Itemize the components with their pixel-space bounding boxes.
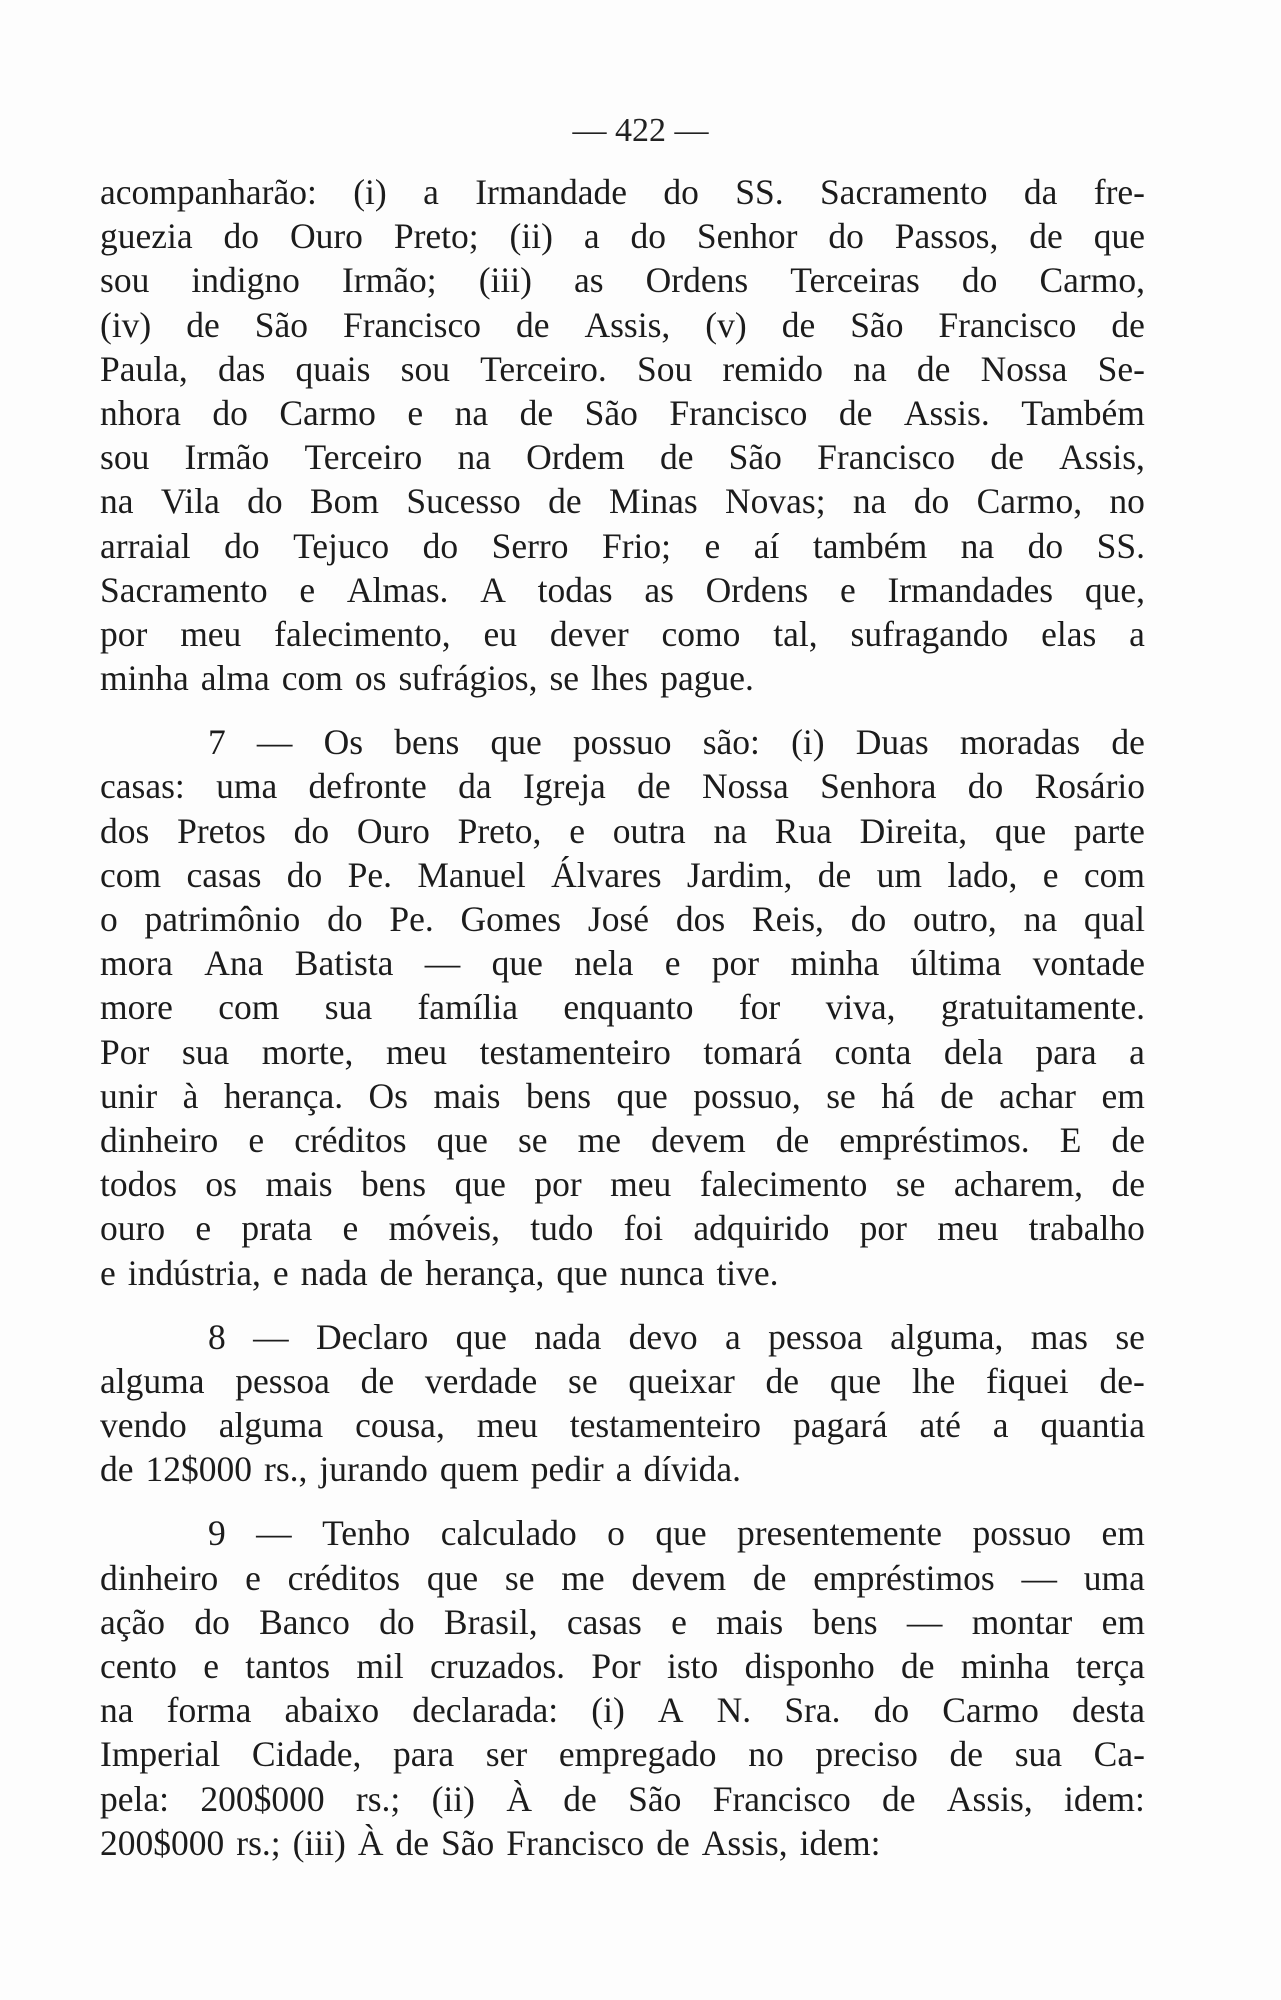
text-line: e indústria, e nada de herança, que nunca tive. <box>100 1252 779 1293</box>
body-text <box>100 170 1145 1865</box>
text-line: dinheiro e créditos que se me devem de empréstimos. E de <box>100 1119 1145 1160</box>
paragraph <box>100 170 1145 700</box>
text-line: Sacramento e Almas. A todas as Ordens e Irmandades que, <box>100 569 1145 610</box>
text-line: acompanharão: (i) a Irmandade do SS. Sacramento da fre- <box>100 172 1145 212</box>
text-line: mora Ana Batista — que nela e por minha última vontade <box>100 943 1145 984</box>
text-line: na Vila do Bom Sucesso de Minas Novas; na do Carmo, no <box>100 481 1145 522</box>
text-line: por meu falecimento, eu dever como tal, sufragando elas a <box>100 613 1145 654</box>
text-line: dinheiro e créditos que se me devem de empréstimos — uma <box>100 1557 1145 1598</box>
paragraph <box>100 720 1145 1294</box>
paragraph <box>100 1511 1145 1865</box>
text-line: pela: 200$000 rs.; (ii) À de São Francisco de Assis, idem: <box>100 1778 1145 1819</box>
text-line: sou indigno Irmão; (iii) as Ordens Terceiras do Carmo, <box>100 260 1145 301</box>
page-number: — 422 — <box>572 112 709 149</box>
text-line: ação do Banco do Brasil, casas e mais bens — montar em <box>100 1601 1145 1642</box>
text-line: Paula, das quais sou Terceiro. Sou remido na de Nossa Se- <box>100 348 1145 389</box>
text-line: o patrimônio do Pe. Gomes José dos Reis, do outro, na qual <box>100 899 1145 939</box>
text-line: 8 — Declaro que nada devo a pessoa alguma, mas se <box>208 1316 1145 1357</box>
text-line: minha alma com os sufrágios, se lhes pague. <box>100 658 754 699</box>
paragraph-gap <box>100 1295 1145 1315</box>
text-line: todos os mais bens que por meu falecimento se acharem, de <box>100 1164 1145 1205</box>
text-line: ouro e prata e móveis, tudo foi adquirido por meu trabalho <box>100 1208 1145 1249</box>
text-line: dos Pretos do Ouro Preto, e outra na Rua Direita, que parte <box>100 810 1145 851</box>
text-line: cento e tantos mil cruzados. Por isto disponho de minha terça <box>100 1646 1145 1686</box>
text-line: com casas do Pe. Manuel Álvares Jardim, de um lado, e com <box>100 854 1145 895</box>
text-line: 7 — Os bens que possuo são: (i) Duas moradas de <box>208 722 1145 763</box>
text-line: na forma abaixo declarada: (i) A N. Sra. do Carmo desta <box>100 1690 1145 1731</box>
text-line: alguma pessoa de verdade se queixar de que lhe fiquei de- <box>100 1360 1145 1401</box>
text-line: nhora do Carmo e na de São Francisco de Assis. Também <box>100 392 1145 433</box>
text-line: casas: uma defronte da Igreja de Nossa Senhora do Rosário <box>100 766 1145 807</box>
text-line: unir à herança. Os mais bens que possuo, se há de achar em <box>100 1075 1145 1116</box>
text-line: more com sua família enquanto for viva, gratuitamente. <box>100 987 1145 1028</box>
paragraph <box>100 1315 1145 1492</box>
paragraph-gap <box>100 1491 1145 1511</box>
text-line: Imperial Cidade, para ser empregado no preciso de sua Ca- <box>100 1734 1145 1775</box>
text-line: vendo alguma cousa, meu testamenteiro pagará até a quantia <box>100 1405 1145 1446</box>
paragraph-gap <box>100 700 1145 720</box>
text-line: 200$000 rs.; (iii) À de São Francisco de Assis, idem: <box>100 1822 881 1863</box>
text-line: 9 — Tenho calculado o que presentemente possuo em <box>208 1513 1145 1554</box>
text-line: (iv) de São Francisco de Assis, (v) de São Francisco de <box>100 304 1145 345</box>
text-line: arraial do Tejuco do Serro Frio; e aí também na do SS. <box>100 525 1145 566</box>
text-line: guezia do Ouro Preto; (ii) a do Senhor do Passos, de que <box>100 216 1145 257</box>
text-line: Por sua morte, meu testamenteiro tomará conta dela para a <box>100 1031 1145 1072</box>
text-line: sou Irmão Terceiro na Ordem de São Francisco de Assis, <box>100 437 1145 478</box>
text-line: de 12$000 rs., jurando quem pedir a dívida. <box>100 1449 742 1490</box>
